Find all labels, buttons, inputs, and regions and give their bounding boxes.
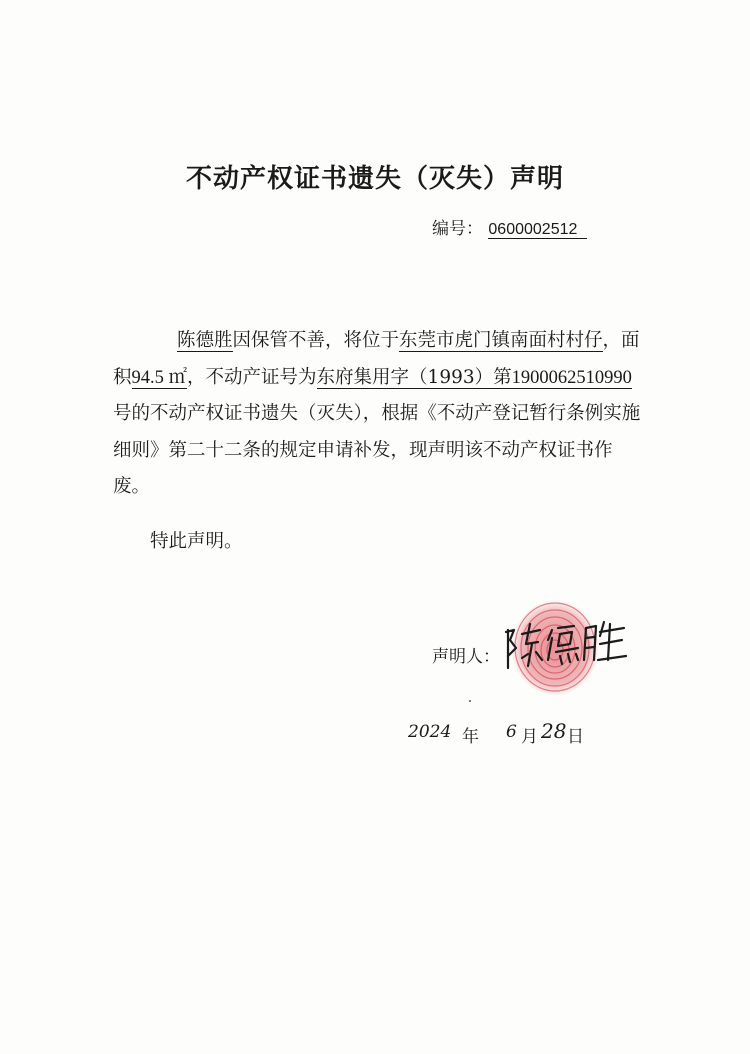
closing-statement: 特此声明。 [150, 531, 243, 552]
ink-speck [469, 700, 471, 702]
certificate-number: 1900062510990 [511, 367, 632, 388]
date-day-unit: 日 [567, 727, 584, 747]
date-day: 28 [541, 719, 567, 743]
body-text-2: ，面积 [113, 330, 640, 388]
date-year: 2024 [408, 722, 452, 742]
declarant-label: 声明人： [432, 647, 500, 667]
property-location: 东莞市虎门镇南面村村仔 [399, 330, 603, 351]
owner-name: 陈德胜 [177, 330, 233, 351]
serial-value: 0600002512 [488, 221, 587, 239]
handwritten-signature [500, 610, 630, 680]
body-text-1: 因保管不善，将位于 [232, 330, 400, 351]
body-text-4: 号的不动产权证书遗失（灭失），根据《不动产登记暂行条例实施细则》第二十二条的规定申请补发，现声明该不动产权证书作废。 [113, 403, 641, 497]
date-month: 6 [506, 722, 517, 742]
date-year-unit: 年 [462, 727, 479, 747]
serial-label: 编号： [432, 219, 483, 239]
date-month-unit: 月 [521, 727, 538, 747]
certificate-prefix: 东府集用字（1993）第 [316, 366, 512, 388]
document-title: 不动产权证书遗失（灭失）声明 [185, 164, 564, 194]
property-area: 94.5 ㎡ [131, 367, 188, 388]
declaration-body [113, 323, 643, 506]
handwritten-date [408, 710, 608, 755]
serial-number [432, 214, 587, 239]
body-text-3: ，不动产证号为 [187, 366, 317, 388]
